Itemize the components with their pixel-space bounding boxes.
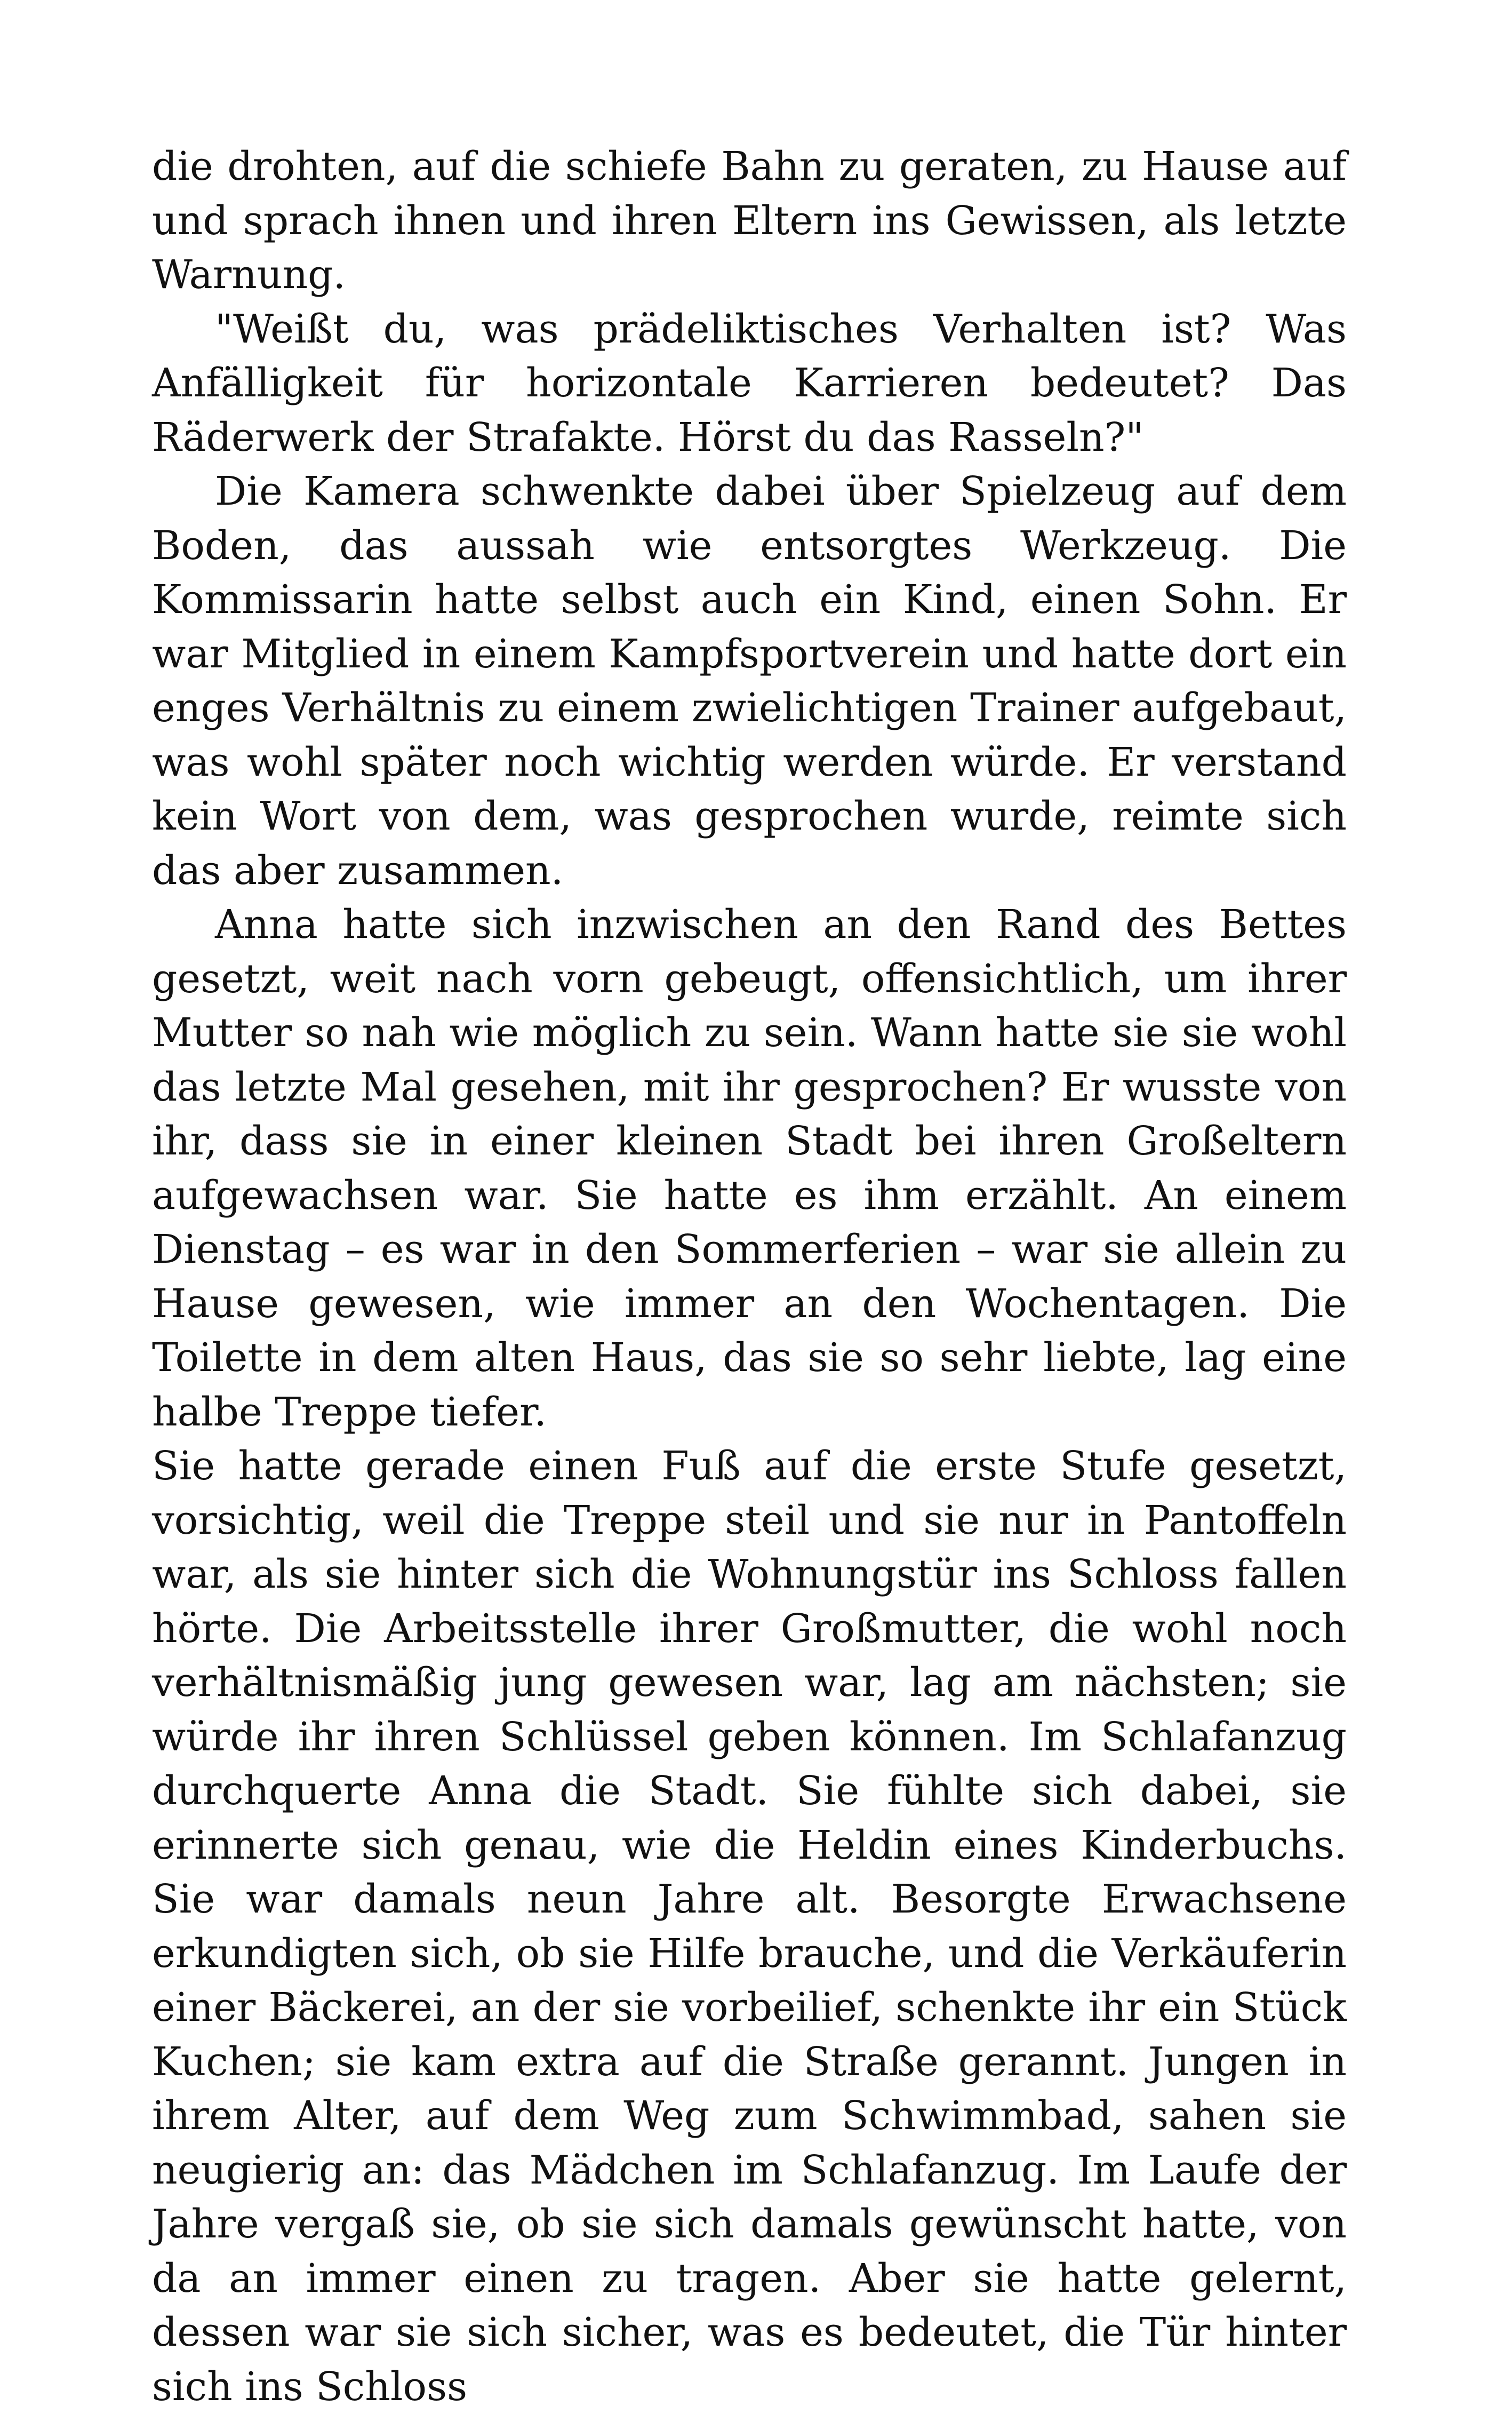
paragraph-1: die drohten, auf die schiefe Bahn zu geraten, zu Hause auf und sprach ihnen und ihren Eltern ins Gewissen, als letzte Warnung. bbox=[152, 144, 1347, 298]
paragraph-4: Anna hatte sich inzwischen an den Rand des Bettes gesetzt, weit nach vorn gebeugt, offensichtlich, um ihrer Mutter so nah wie möglich zu sein. Wann hatte sie sie wohl das letzte Mal gesehen, mit ihr gesprochen? Er wusste von ihr, dass sie in einer kleinen Stadt bei ihren Großeltern aufgewachsen war. Sie hatte es ihm erzählt. An einem Dienstag – es war in den Sommerferien – war sie allein zu Hause gewesen, wie immer an den Wochentagen. Die Toilette in dem alten Haus, das sie so sehr liebte, lag eine halbe Treppe tiefer. bbox=[152, 902, 1347, 1435]
document-page bbox=[152, 140, 1347, 2414]
paragraph-5: Sie hatte gerade einen Fuß auf die erste Stufe gesetzt, vorsichtig, weil die Treppe steil und sie nur in Pantoffeln war, als sie hinter sich die Wohnungstür ins Schloss fallen hörte. Die Arbeitsstelle ihrer Großmutter, die wohl noch verhältnismäßig jung gewesen war, lag am nächsten; sie würde ihr ihren Schlüssel geben können. Im Schlafanzug durchquerte Anna die Stadt. Sie fühlte sich dabei, sie erinnerte sich genau, wie die Heldin eines Kinderbuchs. Sie war damals neun Jahre alt. Besorgte Erwachsene erkundigten sich, ob sie Hilfe brauche, und die Verkäuferin einer Bäckerei, an der sie vorbeilief, schenkte ihr ein Stück Kuchen; sie kam extra auf die Straße gerannt. Jungen in ihrem Alter, auf dem Weg zum Schwimmbad, sahen sie neugierig an: das Mädchen im Schlafanzug. Im Laufe der Jahre vergaß sie, ob sie sich damals gewünscht hatte, von da an immer einen zu tragen. Aber sie hatte gelernt, dessen war sie sich sicher, was es bedeutet, die Tür hinter sich ins Schloss bbox=[152, 1443, 1347, 2410]
paragraph-2: "Weißt du, was prädeliktisches Verhalten ist? Was Anfälligkeit für horizontale Karrieren bedeutet? Das Räderwerk der Strafakte. Hörst du das Rasseln?" bbox=[152, 306, 1347, 460]
paragraph-3: Die Kamera schwenkte dabei über Spielzeug auf dem Boden, das aussah wie entsorgtes Werkzeug. Die Kommissarin hatte selbst auch ein Kind, einen Sohn. Er war Mitglied in einem Kampfsportverein und hatte dort ein enges Verhältnis zu einem zwielichtigen Trainer aufgebaut, was wohl später noch wichtig werden würde. Er verstand kein Wort von dem, was gesprochen wurde, reimte sich das aber zusammen. bbox=[152, 468, 1347, 894]
